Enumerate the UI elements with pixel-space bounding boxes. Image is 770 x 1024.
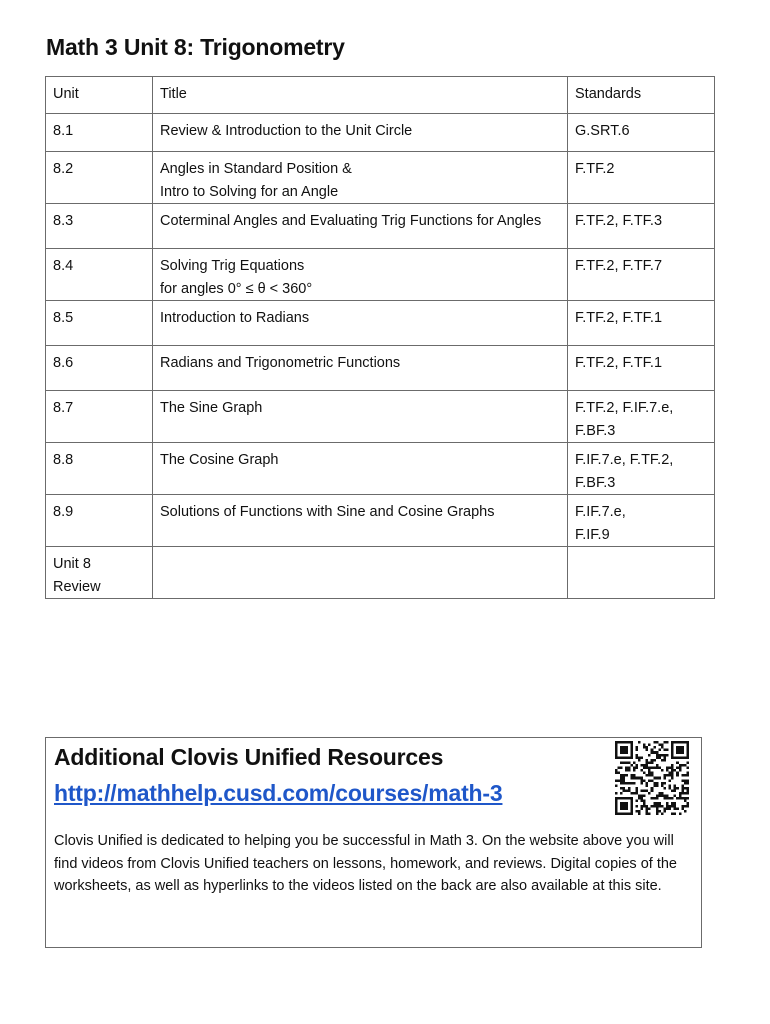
table-row (46, 301, 715, 346)
units-table (45, 76, 715, 599)
row-unit: 8.6 (46, 346, 153, 391)
row-unit: 8.4 (46, 249, 153, 301)
row-standards: F.TF.2 (568, 152, 715, 204)
header-unit: Unit (46, 77, 153, 114)
row-unit: 8.2 (46, 152, 153, 204)
row-title: Introduction to Radians (153, 301, 568, 346)
resources-box (45, 737, 702, 948)
header-standards: Standards (568, 77, 715, 114)
row-title: The Sine Graph (153, 391, 568, 443)
row-standards: F.TF.2, F.TF.3 (568, 204, 715, 249)
header-title: Title (153, 77, 568, 114)
row-unit: 8.3 (46, 204, 153, 249)
table-row (46, 391, 715, 443)
resources-heading: Additional Clovis Unified Resources (54, 744, 444, 770)
table-row (46, 495, 715, 547)
row-unit: 8.1 (46, 114, 153, 152)
row-title: Review & Introduction to the Unit Circle (153, 114, 568, 152)
table-row (46, 547, 715, 599)
resources-link[interactable]: http://mathhelp.cusd.com/courses/math-3 (54, 780, 503, 806)
row-unit: 8.7 (46, 391, 153, 443)
table-header-row (46, 77, 715, 114)
row-standards: F.IF.7.e, F.TF.2, F.BF.3 (568, 443, 715, 495)
row-unit: 8.5 (46, 301, 153, 346)
table-row (46, 249, 715, 301)
row-title: Solutions of Functions with Sine and Cosine Graphs (153, 495, 568, 547)
row-title: Angles in Standard Position & Intro to Solving for an Angle (153, 152, 568, 204)
table-row (46, 204, 715, 249)
page-title: Math 3 Unit 8: Trigonometry (46, 34, 345, 60)
row-standards: F.IF.7.e, F.IF.9 (568, 495, 715, 547)
row-unit: 8.9 (46, 495, 153, 547)
table-row (46, 443, 715, 495)
resources-description: Clovis Unified is dedicated to helping you be successful in Math 3. On the website above you will find videos from Clovis Unified teachers on lessons, homework, and reviews. Digital copies of the worksheets, as well as hyperlinks to the videos listed on the back are also available at this site. (54, 833, 677, 894)
table-row (46, 152, 715, 204)
row-title: Radians and Trigonometric Functions (153, 346, 568, 391)
row-title: Solving Trig Equations for angles 0° ≤ θ < 360° (153, 249, 568, 301)
row-standards: F.TF.2, F.TF.1 (568, 301, 715, 346)
row-unit: Unit 8 Review (46, 547, 153, 599)
row-title: Coterminal Angles and Evaluating Trig Functions for Angles (153, 204, 568, 249)
row-standards: F.TF.2, F.TF.1 (568, 346, 715, 391)
qr-code-icon[interactable] (615, 741, 689, 815)
row-title (153, 547, 568, 599)
row-standards (568, 547, 715, 599)
row-unit: 8.8 (46, 443, 153, 495)
row-standards: F.TF.2, F.TF.7 (568, 249, 715, 301)
row-standards: G.SRT.6 (568, 114, 715, 152)
row-standards: F.TF.2, F.IF.7.e, F.BF.3 (568, 391, 715, 443)
table-row (46, 114, 715, 152)
table-row (46, 346, 715, 391)
row-title: The Cosine Graph (153, 443, 568, 495)
